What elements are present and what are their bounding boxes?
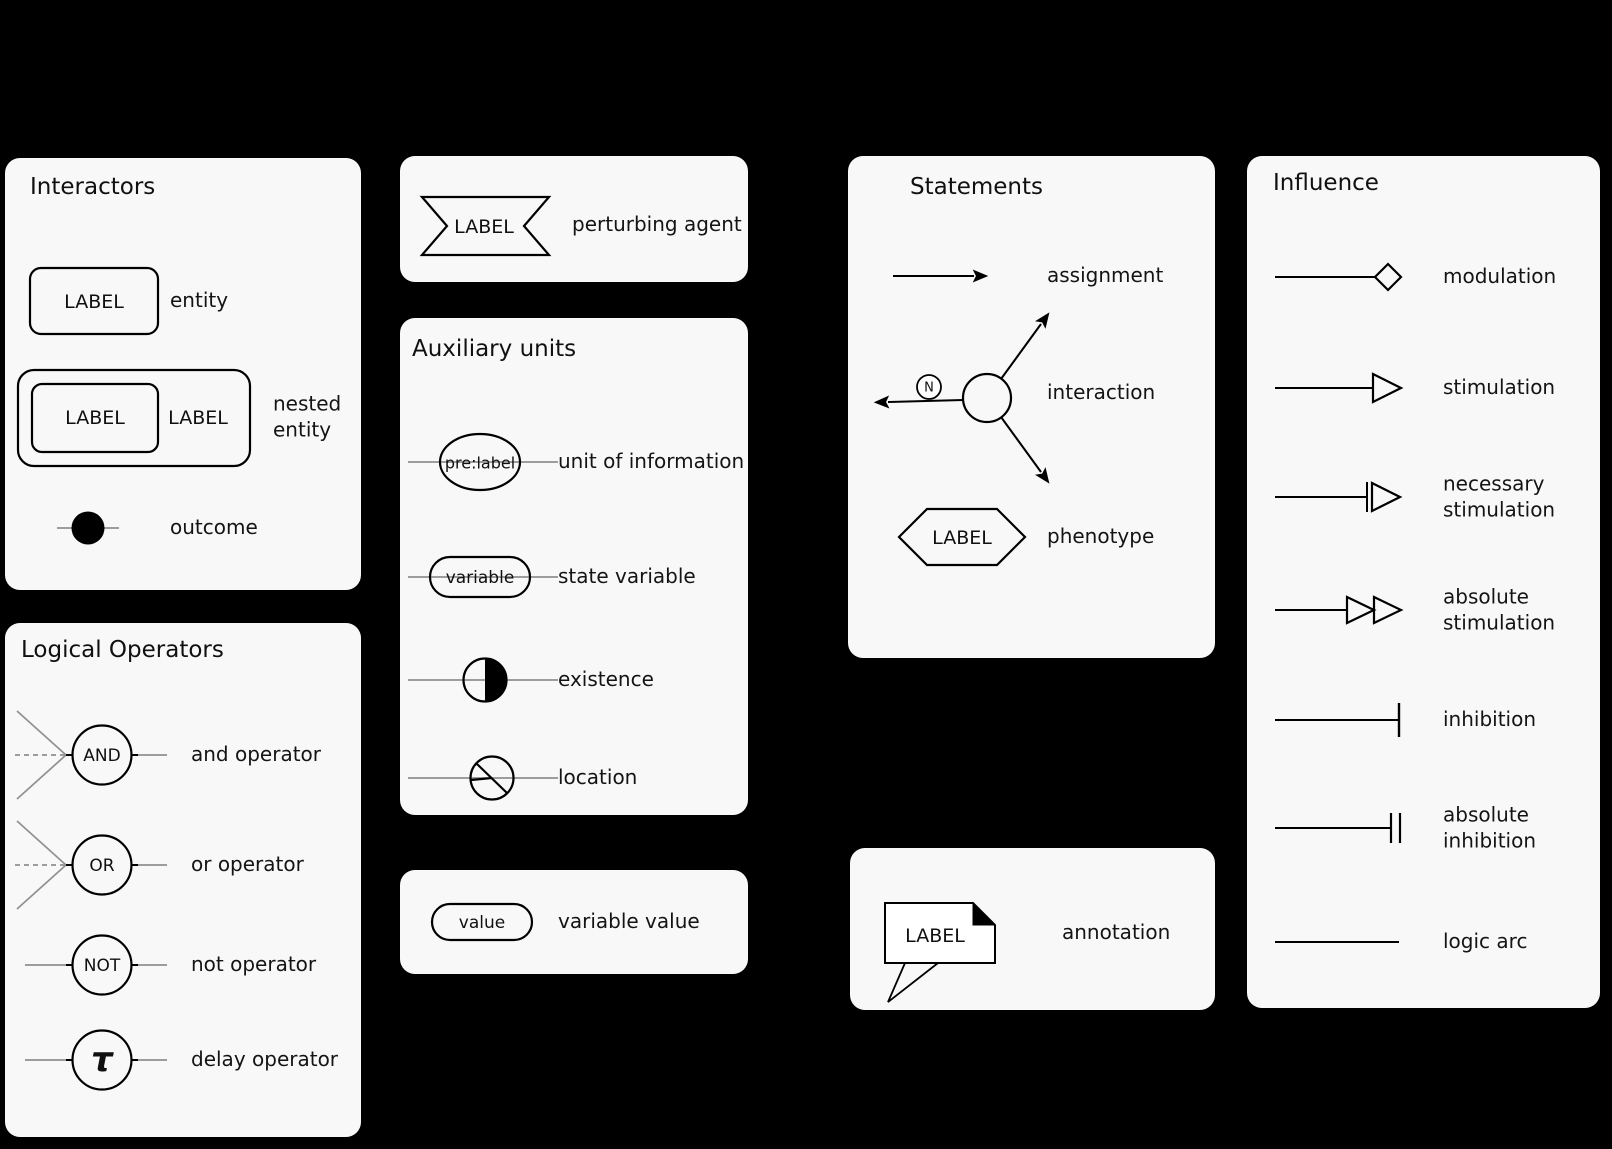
- annotation-panel: [850, 848, 1215, 1010]
- interaction-label: interaction: [1047, 380, 1156, 405]
- annotation-glyph-icon: [880, 898, 1005, 1008]
- existence-icon: [408, 654, 558, 706]
- outcome-label: outcome: [170, 515, 258, 540]
- statements-title: Statements: [910, 174, 1044, 200]
- perturbing-agent-glyph-label: LABEL: [454, 216, 514, 238]
- location-label: location: [558, 765, 638, 790]
- entity-glyph-icon: [27, 265, 161, 337]
- modulation-arrow-icon: [1275, 253, 1415, 301]
- unit-of-information-icon: [408, 428, 558, 496]
- variable-value-glyph-label: value: [458, 913, 506, 933]
- delay-operator-label: delay operator: [191, 1047, 339, 1072]
- nested-entity-outer-label: LABEL: [168, 407, 228, 429]
- perturbing-agent-label: perturbing agent: [572, 212, 742, 237]
- phenotype-glyph-label: LABEL: [932, 527, 992, 549]
- entity-label: entity: [170, 288, 229, 313]
- variable-value-panel: [400, 870, 748, 974]
- perturbing-agent-panel: [400, 156, 748, 282]
- necessary-stimulation-label: necessary stimulation: [1443, 471, 1556, 521]
- necessary-stimulation-arrow-icon: [1275, 473, 1415, 521]
- absolute-stimulation-arrow-icon: [1275, 586, 1415, 634]
- logic-arc-icon: [1275, 918, 1415, 966]
- influence-panel: [1247, 156, 1600, 1008]
- interaction-n-badge-text: N: [924, 380, 934, 396]
- phenotype-label: phenotype: [1047, 524, 1155, 549]
- variable-value-label: variable value: [558, 909, 700, 934]
- nested-entity-label: nested entity: [273, 391, 342, 441]
- not-operator-glyph-text: NOT: [83, 956, 121, 976]
- absolute-inhibition-arrow-icon: [1275, 804, 1415, 852]
- interactors-title: Interactors: [30, 174, 156, 200]
- modulation-label: modulation: [1443, 264, 1557, 289]
- state-variable-label: state variable: [558, 564, 696, 589]
- statements-panel: [848, 156, 1215, 658]
- logic-arc-label: logic arc: [1443, 929, 1528, 954]
- nested-entity-glyph-icon: [15, 367, 253, 469]
- location-icon: [408, 752, 558, 804]
- stimulation-label: stimulation: [1443, 375, 1556, 400]
- annotation-label: annotation: [1062, 920, 1171, 945]
- existence-label: existence: [558, 667, 654, 692]
- variable-value-icon: [430, 902, 534, 942]
- absolute-inhibition-label: absolute inhibition: [1443, 802, 1537, 852]
- assignment-arrow-icon: [888, 260, 1012, 292]
- logical-operators-title: Logical Operators: [21, 637, 224, 663]
- auxiliary-units-panel: [400, 318, 748, 815]
- nested-entity-inner-label: LABEL: [65, 407, 125, 429]
- delay-operator-glyph-text: τ: [91, 1040, 113, 1080]
- state-variable-glyph-label: variable: [445, 568, 515, 588]
- logical-operators-panel: [5, 623, 361, 1137]
- interaction-glyph-icon: [862, 296, 1062, 496]
- stimulation-arrow-icon: [1275, 364, 1415, 412]
- entity-glyph-label: LABEL: [64, 291, 124, 313]
- influence-title: Influence: [1273, 170, 1379, 196]
- unit-of-information-glyph-label: pre:label: [444, 453, 516, 473]
- unit-of-information-label: unit of information: [558, 449, 745, 474]
- not-operator-label: not operator: [191, 952, 317, 977]
- interactors-panel: [5, 158, 361, 590]
- inhibition-label: inhibition: [1443, 707, 1537, 732]
- assignment-label: assignment: [1047, 263, 1164, 288]
- not-operator-icon: [13, 917, 173, 1013]
- delay-operator-icon: [13, 1012, 173, 1108]
- absolute-stimulation-label: absolute stimulation: [1443, 584, 1556, 634]
- or-operator-label: or operator: [191, 852, 304, 877]
- annotation-glyph-label: LABEL: [905, 925, 965, 947]
- inhibition-arrow-icon: [1275, 696, 1415, 744]
- and-operator-label: and operator: [191, 742, 321, 767]
- auxiliary-units-title: Auxiliary units: [412, 336, 577, 362]
- state-variable-icon: [408, 547, 558, 607]
- or-operator-glyph-text: OR: [89, 856, 115, 876]
- and-operator-glyph-text: AND: [83, 746, 121, 766]
- outcome-glyph-icon: [55, 510, 121, 546]
- or-operator-icon: [13, 817, 173, 913]
- perturbing-agent-glyph-icon: [420, 195, 552, 257]
- and-operator-icon: [13, 707, 173, 803]
- phenotype-glyph-icon: [898, 508, 1026, 566]
